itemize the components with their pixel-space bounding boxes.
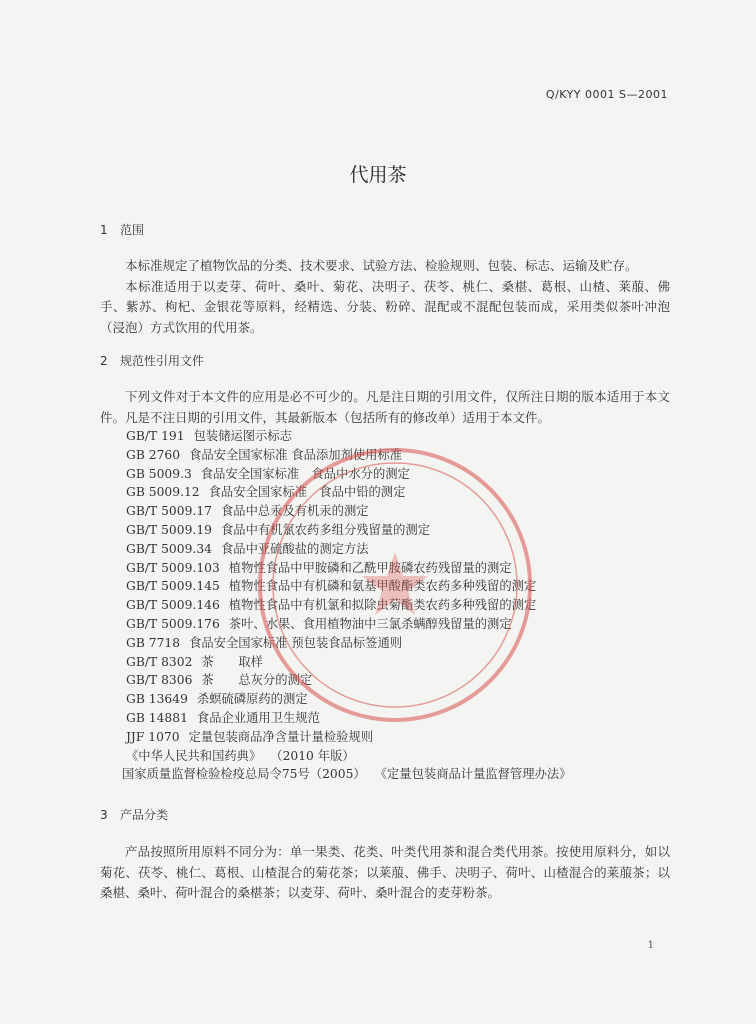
reference-title: 定量包装商品净含量计量检验规则 bbox=[188, 729, 374, 744]
section-2-heading bbox=[100, 352, 204, 369]
reference-code: GB 7718 bbox=[126, 635, 181, 650]
reference-code: GB 5009.3 bbox=[126, 466, 192, 481]
reference-code: GB/T 5009.34 bbox=[126, 541, 212, 556]
section-title: 规范性引用文件 bbox=[120, 354, 205, 368]
reference-title: 食品企业通用卫生规范 bbox=[196, 710, 320, 725]
reference-code: GB/T 5009.145 bbox=[126, 579, 220, 594]
reference-item bbox=[126, 709, 571, 728]
reference-code: GB/T 5009.17 bbox=[126, 504, 212, 519]
section-title: 范围 bbox=[120, 223, 145, 237]
section-3-body bbox=[100, 842, 670, 904]
reference-title: 《定量包装商品计量监督管理办法》 bbox=[374, 767, 572, 782]
reference-title: 食品安全国家标准 食品中水分的测定 bbox=[200, 466, 410, 481]
reference-item bbox=[126, 502, 571, 521]
reference-item bbox=[126, 427, 571, 446]
reference-item bbox=[126, 540, 571, 559]
document-title: 代用茶 bbox=[349, 164, 407, 186]
reference-title: （2010 年版） bbox=[270, 748, 355, 763]
reference-item bbox=[126, 747, 571, 766]
reference-item bbox=[126, 465, 571, 484]
reference-title: 食品安全国家标准 食品中铅的测定 bbox=[208, 485, 406, 500]
reference-code: GB/T 5009.19 bbox=[126, 522, 212, 537]
reference-code: GB/T 5009.146 bbox=[126, 598, 220, 613]
reference-title: 食品安全国家标准 预包装食品标签通则 bbox=[189, 635, 403, 650]
section-number: 1 bbox=[100, 223, 108, 237]
reference-code: GB 14881 bbox=[126, 710, 188, 725]
reference-code: GB 5009.12 bbox=[126, 485, 200, 500]
reference-title: 食品中有机氯农药多组分残留量的测定 bbox=[220, 522, 431, 537]
reference-item bbox=[126, 615, 571, 634]
reference-title: 食品中总汞及有机汞的测定 bbox=[220, 504, 369, 519]
section-number: 2 bbox=[100, 354, 108, 368]
reference-code: GB/T 5009.176 bbox=[126, 616, 220, 631]
reference-title: 植物性食品中有机氯和拟除虫菊酯类农药多种残留的测定 bbox=[228, 598, 537, 613]
reference-item bbox=[126, 671, 571, 690]
reference-item bbox=[126, 559, 571, 578]
reference-title: 杀螟硫磷原药的测定 bbox=[196, 692, 308, 707]
reference-item bbox=[126, 521, 571, 540]
reference-code: GB 2760 bbox=[126, 447, 181, 462]
reference-item bbox=[126, 690, 571, 709]
reference-title: 茶 取样 bbox=[201, 654, 263, 669]
section-2-intro bbox=[100, 387, 670, 428]
reference-title: 包装储运图示标志 bbox=[193, 429, 292, 443]
paragraph: 下列文件对于本文件的应用是必不可少的。凡是注日期的引用文件，仅所注日期的版本适用于本文件。凡是不注日期的引用文件，其最新版本（包括所有的修改单）适用于本文件。 bbox=[100, 389, 670, 425]
section-1-heading bbox=[100, 221, 144, 238]
section-title: 产品分类 bbox=[120, 808, 169, 822]
page-number: 1 bbox=[647, 940, 654, 951]
reference-item bbox=[126, 653, 571, 672]
section-number: 3 bbox=[100, 808, 108, 822]
reference-list bbox=[122, 427, 572, 784]
reference-item bbox=[126, 577, 571, 596]
reference-item bbox=[126, 596, 571, 615]
reference-item bbox=[126, 728, 571, 747]
reference-title: 食品安全国家标准 食品添加剂使用标准 bbox=[189, 447, 403, 462]
reference-item bbox=[126, 483, 571, 502]
reference-item bbox=[126, 634, 571, 653]
reference-title: 茶叶、水果、食用植物油中三氯杀螨醇残留量的测定 bbox=[228, 616, 512, 631]
reference-item bbox=[122, 765, 571, 784]
section-1-body bbox=[100, 256, 670, 338]
reference-code: GB/T 191 bbox=[126, 429, 185, 443]
paragraph: 产品按照所用原料不同分为：单一果类、花类、叶类代用茶和混合类代用茶。按使用原料分，如以菊花、茯苓、桃仁、葛根、山楂混合的菊花茶；以莱菔、佛手、决明子、荷叶、山楂混合的莱菔茶；以桑椹、桑叶、荷叶混合的桑椹茶；以麦芽、荷叶、桑叶混合的麦芽粉茶。 bbox=[100, 844, 670, 900]
reference-title: 茶 总灰分的测定 bbox=[201, 673, 313, 688]
reference-item bbox=[126, 446, 571, 465]
reference-code: 国家质量监督检验检疫总局令75号（2005） bbox=[122, 767, 366, 782]
reference-code: 《中华人民共和国药典》 bbox=[126, 748, 262, 763]
paragraph: 本标准规定了植物饮品的分类、技术要求、试验方法、检验规则、包装、标志、运输及贮存。 bbox=[125, 258, 638, 273]
standard-code: Q/KYY 0001 S—2001 bbox=[545, 88, 668, 101]
reference-code: JJF 1070 bbox=[126, 729, 180, 744]
reference-title: 植物性食品中有机磷和氨基甲酸酯类农药多种残留的测定 bbox=[228, 579, 537, 594]
reference-code: GB/T 8306 bbox=[126, 673, 193, 688]
section-3-heading bbox=[100, 806, 168, 823]
paragraph: 本标准适用于以麦芽、荷叶、桑叶、菊花、决明子、茯苓、桃仁、桑椹、葛根、山楂、莱菔、佛手、紫苏、枸杞、金银花等原料，经精选、分装、粉碎、混配或不混配包装而成，采用类似茶叶冲泡（浸泡）方式饮用的代用茶。 bbox=[100, 278, 670, 335]
reference-title: 植物性食品中甲胺磷和乙酰甲胺磷农药残留量的测定 bbox=[228, 560, 512, 575]
reference-code: GB 13649 bbox=[126, 692, 188, 707]
reference-code: GB/T 5009.103 bbox=[126, 560, 220, 575]
reference-code: GB/T 8302 bbox=[126, 654, 193, 669]
reference-title: 食品中亚硫酸盐的测定方法 bbox=[220, 541, 369, 556]
